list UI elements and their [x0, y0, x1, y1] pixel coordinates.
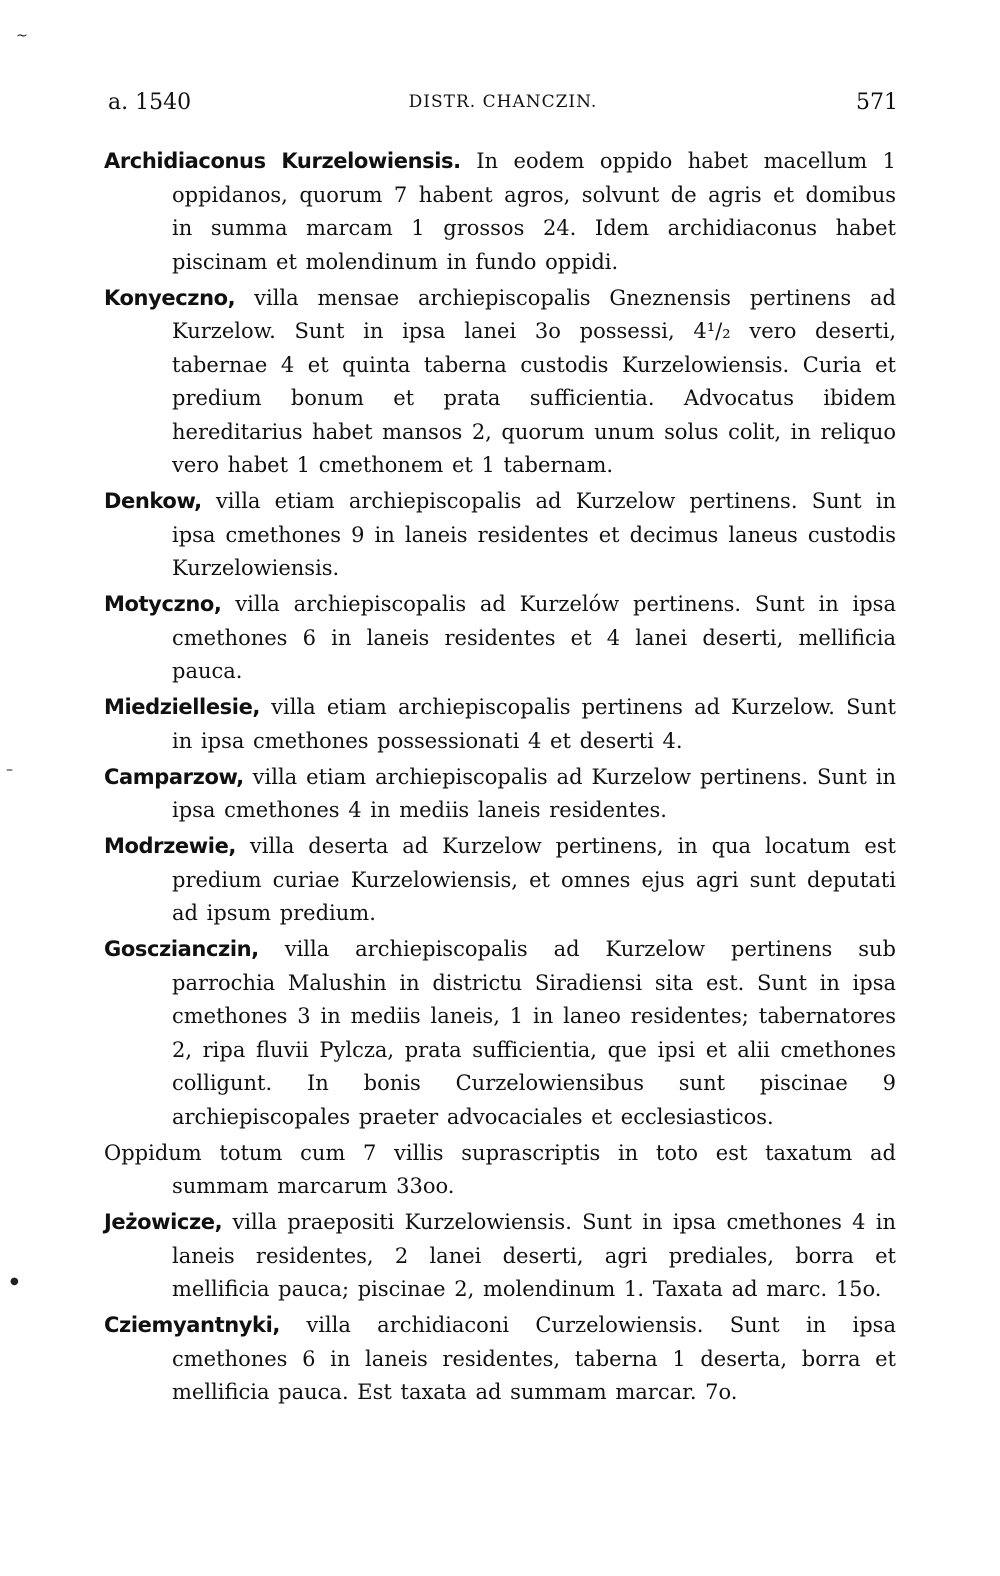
entry-motyczno [104, 588, 896, 689]
entry-archidiaconus [104, 145, 896, 279]
entry-lemma: Camparzow, [104, 764, 244, 789]
margin-mark: ~ [16, 28, 28, 44]
entry-gosczianczin [104, 933, 896, 1134]
entry-lemma: Cziemyantnyki, [104, 1313, 280, 1337]
entry-text: villa deserta ad Kurzelow pertinens, in qua locatum est predium curiae Kurzelowiensis, et omnes ejus agri sunt deputati ad ipsum predium. [172, 834, 896, 925]
running-header [108, 90, 898, 120]
entry-text: In eodem oppido habet macellum 1 oppidanos, quorum 7 habent agros, solvunt de agris et domibus in summa marcam 1 grossos 24. Idem archidiaconus habet piscinam et molendinum in fundo oppidi. [172, 149, 896, 274]
entry-oppidum-summary [104, 1137, 896, 1204]
entry-modrzewie [104, 830, 896, 931]
margin-mark: – [6, 762, 13, 778]
entry-lemma: Gosczianczin, [104, 937, 259, 961]
header-title: DISTR. CHANCZIN. [408, 92, 598, 112]
entry-lemma: Denkow, [104, 489, 202, 513]
entry-text: villa praepositi Kurzelowiensis. Sunt in ipsa cmethones 4 in laneis residentes, 2 lanei deserti, agri prediales, borra et mellificia pauca; piscinae 2, molendinum 1. Taxata ad marc. 15o. [172, 1210, 896, 1301]
margin-mark: ● [10, 1276, 19, 1287]
entry-text: villa etiam archiepiscopalis pertinens ad Kurzelow. Sunt in ipsa cmethones possessionati 4 et deserti 4. [172, 695, 896, 753]
header-year: a. 1540 [108, 90, 192, 115]
entry-text: villa mensae archiepiscopalis Gneznensis pertinens ad Kurzelow. Sunt in ipsa lanei 3o possessi, 4¹/₂ vero deserti, tabernae 4 et quinta taberna custodis Kurzelowiensis. Curia et predium bonum et prata sufficientia. Advocatus ibidem hereditarius habet mansos 2, quorum unum solus colit, in reliquo vero habet 1 cmethonem et 1 tabernam. [172, 285, 896, 477]
entry-lemma: Archidiaconus Kurzelowiensis. [104, 149, 461, 173]
entry-denkow [104, 485, 896, 586]
entry-lemma: Jeżowicze, [104, 1210, 223, 1234]
entry-camparzow [104, 761, 896, 828]
entry-text: villa etiam archiepiscopalis ad Kurzelow pertinens. Sunt in ipsa cmethones 9 in laneis residentes et decimus laneus custodis Kurzelowiensis. [172, 489, 896, 580]
entry-cziemyantnyki [104, 1309, 896, 1410]
entry-lemma: Konyeczno, [104, 285, 236, 310]
entry-text: villa archiepiscopalis ad Kurzelów pertinens. Sunt in ipsa cmethones 6 in laneis residentes et 4 lanei deserti, mellificia pauca. [172, 592, 896, 683]
entry-jezowicze [104, 1206, 896, 1307]
entry-lemma: Miedziellesie, [104, 695, 260, 719]
entry-text: villa etiam archiepiscopalis ad Kurzelow pertinens. Sunt in ipsa cmethones 4 in mediis laneis residentes. [172, 764, 896, 822]
entry-text: villa archidiaconi Curzelowiensis. Sunt in ipsa cmethones 6 in laneis residentes, taberna 1 deserta, borra et mellificia pauca. Est taxata ad summam marcar. 7o. [172, 1313, 896, 1404]
entries-list [104, 145, 896, 1412]
page-number: 571 [856, 90, 898, 115]
entry-konyeczno [104, 282, 896, 483]
entry-lemma: Motyczno, [104, 592, 222, 616]
entry-lemma: Modrzewie, [104, 834, 236, 858]
entry-text: villa archiepiscopalis ad Kurzelow pertinens sub parrochia Malushin in districtu Siradiensi sita est. Sunt in ipsa cmethones 3 in mediis laneis, 1 in laneo residentes; tabernatores 2, ripa fluvii Pylcza, prata sufficientia, que ipsi et alii cmethones colligunt. In bonis Curzelowiensibus sunt piscinae 9 archiepiscopales praeter advocaciales et ecclesiasticos. [172, 937, 896, 1129]
entry-text: Oppidum totum cum 7 villis suprascriptis in toto est taxatum ad summam marcarum 33oo. [104, 1140, 896, 1198]
entry-miedziellesie [104, 691, 896, 758]
